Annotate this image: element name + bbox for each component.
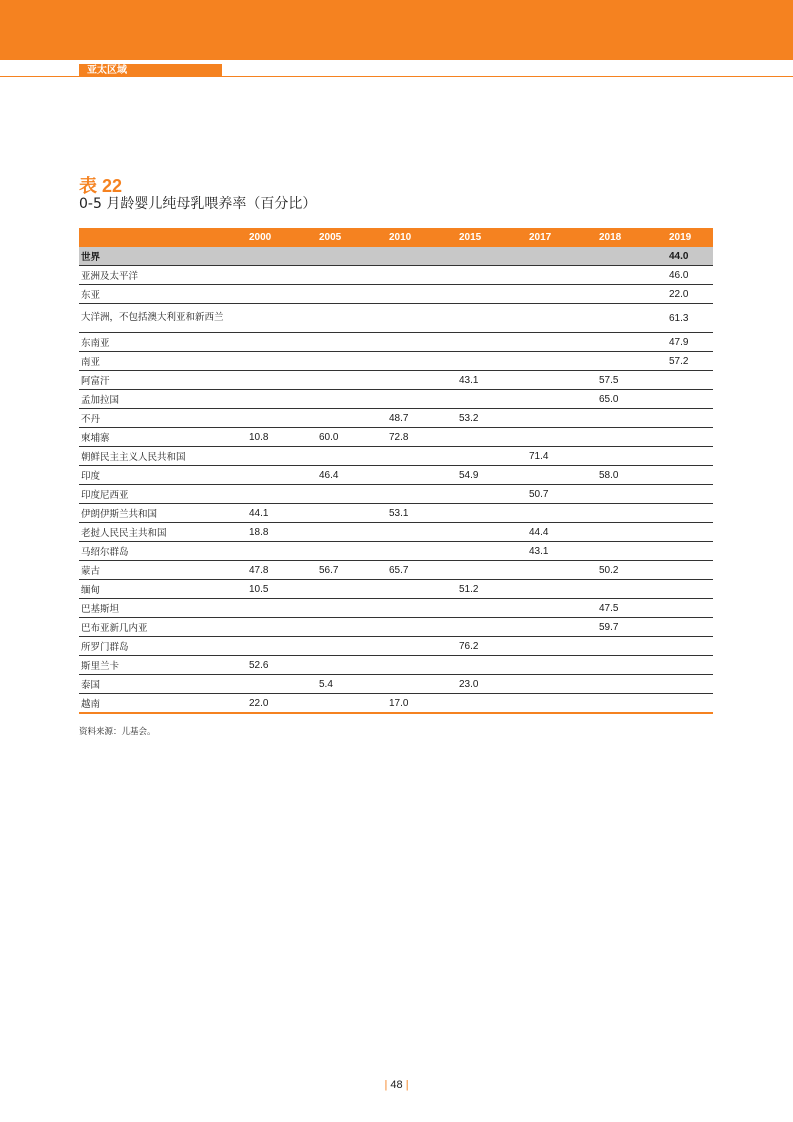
value-cell-2017: 44.4 <box>525 523 595 542</box>
value-cell-2017 <box>525 504 595 523</box>
value-cell-2017 <box>525 266 595 285</box>
value-cell-2015: 51.2 <box>455 580 525 599</box>
value-cell-2017 <box>525 656 595 675</box>
value-cell-2017 <box>525 428 595 447</box>
value-cell-2015 <box>455 428 525 447</box>
value-cell-2017: 71.4 <box>525 447 595 466</box>
value-cell-2018 <box>595 447 665 466</box>
value-cell-2015: 23.0 <box>455 675 525 694</box>
value-cell-2000 <box>245 542 315 561</box>
table-row <box>79 266 713 285</box>
value-cell-2015 <box>455 352 525 371</box>
value-cell-2000 <box>245 618 315 637</box>
value-cell-2010 <box>385 390 455 409</box>
table-title: 0-5 月龄婴儿纯母乳喂养率（百分比） <box>79 196 317 212</box>
value-cell-2018 <box>595 266 665 285</box>
table-row <box>79 352 713 371</box>
value-cell-2000 <box>245 266 315 285</box>
value-cell-2005 <box>315 333 385 352</box>
value-cell-2015 <box>455 447 525 466</box>
value-cell-2018 <box>595 504 665 523</box>
value-cell-2005 <box>315 599 385 618</box>
value-cell-2018 <box>595 523 665 542</box>
value-cell-2019 <box>665 390 713 409</box>
value-cell-2015 <box>455 656 525 675</box>
country-name-cell: 缅甸 <box>79 580 245 599</box>
value-cell-2010 <box>385 333 455 352</box>
value-cell-2015 <box>455 304 525 333</box>
value-cell-2000 <box>245 371 315 390</box>
value-cell-2000 <box>245 599 315 618</box>
value-cell-2000 <box>245 447 315 466</box>
source-note: 资料来源：儿基会。 <box>79 727 156 737</box>
value-cell-2019: 47.9 <box>665 333 713 352</box>
value-cell-2019: 44.0 <box>665 247 713 266</box>
year-header-2010: 2010 <box>385 228 455 247</box>
page-number <box>0 1079 793 1091</box>
value-cell-2019: 57.2 <box>665 352 713 371</box>
value-cell-2010 <box>385 304 455 333</box>
value-cell-2005 <box>315 304 385 333</box>
value-cell-2018 <box>595 304 665 333</box>
value-cell-2018: 59.7 <box>595 618 665 637</box>
value-cell-2000: 22.0 <box>245 694 315 714</box>
value-cell-2015: 76.2 <box>455 637 525 656</box>
value-cell-2018 <box>595 333 665 352</box>
value-cell-2005 <box>315 694 385 714</box>
table-row <box>79 285 713 304</box>
value-cell-2015 <box>455 247 525 266</box>
value-cell-2005: 5.4 <box>315 675 385 694</box>
year-header-2005: 2005 <box>315 228 385 247</box>
country-name-cell: 蒙古 <box>79 561 245 580</box>
table-row <box>79 409 713 428</box>
value-cell-2018 <box>595 580 665 599</box>
value-cell-2000: 10.8 <box>245 428 315 447</box>
value-cell-2010 <box>385 656 455 675</box>
value-cell-2019: 22.0 <box>665 285 713 304</box>
country-name-cell: 泰国 <box>79 675 245 694</box>
value-cell-2010 <box>385 580 455 599</box>
table-row <box>79 542 713 561</box>
value-cell-2019 <box>665 694 713 714</box>
value-cell-2005 <box>315 618 385 637</box>
table-row <box>79 637 713 656</box>
value-cell-2005 <box>315 266 385 285</box>
year-header-2019: 2019 <box>665 228 713 247</box>
value-cell-2010: 53.1 <box>385 504 455 523</box>
value-cell-2019: 61.3 <box>665 304 713 333</box>
table-row <box>79 304 713 333</box>
value-cell-2010 <box>385 599 455 618</box>
country-name-cell: 马绍尔群岛 <box>79 542 245 561</box>
country-name-cell: 巴基斯坦 <box>79 599 245 618</box>
header-rule <box>0 76 793 77</box>
value-cell-2010 <box>385 247 455 266</box>
country-name-cell: 南亚 <box>79 352 245 371</box>
country-name-cell: 所罗门群岛 <box>79 637 245 656</box>
value-cell-2018 <box>595 656 665 675</box>
value-cell-2017 <box>525 247 595 266</box>
section-tab: 亚太区域 <box>79 64 222 77</box>
value-cell-2017 <box>525 333 595 352</box>
country-name-cell: 印度 <box>79 466 245 485</box>
value-cell-2017 <box>525 675 595 694</box>
country-name-cell: 亚洲及太平洋 <box>79 266 245 285</box>
country-name-cell: 东南亚 <box>79 333 245 352</box>
year-header-2000: 2000 <box>245 228 315 247</box>
value-cell-2005 <box>315 542 385 561</box>
value-cell-2015 <box>455 485 525 504</box>
value-cell-2005 <box>315 247 385 266</box>
table-row <box>79 523 713 542</box>
value-cell-2017 <box>525 409 595 428</box>
page-number-right-bar: | <box>405 1079 409 1091</box>
value-cell-2017 <box>525 352 595 371</box>
value-cell-2005 <box>315 285 385 304</box>
value-cell-2005 <box>315 656 385 675</box>
value-cell-2000 <box>245 390 315 409</box>
value-cell-2019 <box>665 637 713 656</box>
header-band <box>0 0 793 60</box>
value-cell-2019 <box>665 485 713 504</box>
table-row <box>79 561 713 580</box>
value-cell-2015 <box>455 504 525 523</box>
value-cell-2010 <box>385 266 455 285</box>
value-cell-2015 <box>455 599 525 618</box>
country-name-cell: 朝鲜民主主义人民共和国 <box>79 447 245 466</box>
value-cell-2000 <box>245 247 315 266</box>
value-cell-2010 <box>385 371 455 390</box>
value-cell-2005 <box>315 504 385 523</box>
table-header-row <box>79 228 713 247</box>
value-cell-2018 <box>595 285 665 304</box>
value-cell-2000 <box>245 285 315 304</box>
table-row <box>79 466 713 485</box>
value-cell-2019 <box>665 447 713 466</box>
value-cell-2018 <box>595 485 665 504</box>
value-cell-2010: 65.7 <box>385 561 455 580</box>
value-cell-2019: 46.0 <box>665 266 713 285</box>
value-cell-2019 <box>665 371 713 390</box>
table-number: 表 22 <box>79 176 123 196</box>
value-cell-2000 <box>245 352 315 371</box>
table-row <box>79 333 713 352</box>
value-cell-2015 <box>455 618 525 637</box>
table-row <box>79 656 713 675</box>
value-cell-2015 <box>455 285 525 304</box>
value-cell-2017 <box>525 618 595 637</box>
country-name-cell: 老挝人民民主共和国 <box>79 523 245 542</box>
value-cell-2019 <box>665 409 713 428</box>
value-cell-2010 <box>385 485 455 504</box>
value-cell-2019 <box>665 504 713 523</box>
value-cell-2018: 50.2 <box>595 561 665 580</box>
country-name-cell: 斯里兰卡 <box>79 656 245 675</box>
year-header-2015: 2015 <box>455 228 525 247</box>
country-name-cell: 世界 <box>79 247 245 266</box>
table-row <box>79 371 713 390</box>
value-cell-2015 <box>455 542 525 561</box>
value-cell-2019 <box>665 466 713 485</box>
country-name-cell: 孟加拉国 <box>79 390 245 409</box>
value-cell-2000: 52.6 <box>245 656 315 675</box>
value-cell-2000: 47.8 <box>245 561 315 580</box>
value-cell-2010 <box>385 523 455 542</box>
country-name-cell: 印度尼西亚 <box>79 485 245 504</box>
value-cell-2018: 58.0 <box>595 466 665 485</box>
value-cell-2005: 46.4 <box>315 466 385 485</box>
value-cell-2017 <box>525 304 595 333</box>
page-number-left-bar: | <box>384 1079 388 1091</box>
value-cell-2000: 18.8 <box>245 523 315 542</box>
table-row <box>79 390 713 409</box>
country-name-cell: 越南 <box>79 694 245 714</box>
country-name-cell: 东亚 <box>79 285 245 304</box>
value-cell-2017 <box>525 580 595 599</box>
value-cell-2005 <box>315 352 385 371</box>
table-row <box>79 599 713 618</box>
value-cell-2019 <box>665 542 713 561</box>
table-row <box>79 675 713 694</box>
value-cell-2005 <box>315 523 385 542</box>
value-cell-2018: 57.5 <box>595 371 665 390</box>
value-cell-2019 <box>665 561 713 580</box>
value-cell-2017 <box>525 285 595 304</box>
value-cell-2017 <box>525 599 595 618</box>
data-table <box>79 228 713 714</box>
value-cell-2017 <box>525 561 595 580</box>
value-cell-2010: 17.0 <box>385 694 455 714</box>
year-header-2018: 2018 <box>595 228 665 247</box>
value-cell-2010 <box>385 675 455 694</box>
value-cell-2017 <box>525 466 595 485</box>
value-cell-2018 <box>595 637 665 656</box>
value-cell-2017 <box>525 371 595 390</box>
value-cell-2000: 10.5 <box>245 580 315 599</box>
value-cell-2000 <box>245 466 315 485</box>
value-cell-2019 <box>665 618 713 637</box>
country-name-cell: 柬埔寨 <box>79 428 245 447</box>
header-country-cell <box>79 228 245 247</box>
value-cell-2015: 43.1 <box>455 371 525 390</box>
value-cell-2005 <box>315 580 385 599</box>
value-cell-2019 <box>665 599 713 618</box>
table-row <box>79 694 713 714</box>
value-cell-2000 <box>245 637 315 656</box>
page-number-value: 48 <box>390 1079 403 1091</box>
table-row <box>79 447 713 466</box>
value-cell-2015: 53.2 <box>455 409 525 428</box>
value-cell-2015 <box>455 390 525 409</box>
value-cell-2010 <box>385 618 455 637</box>
value-cell-2010: 48.7 <box>385 409 455 428</box>
value-cell-2017 <box>525 694 595 714</box>
value-cell-2019 <box>665 656 713 675</box>
value-cell-2018 <box>595 428 665 447</box>
value-cell-2010 <box>385 542 455 561</box>
value-cell-2018 <box>595 352 665 371</box>
table-row-world <box>79 247 713 266</box>
value-cell-2018 <box>595 409 665 428</box>
value-cell-2018 <box>595 675 665 694</box>
value-cell-2018 <box>595 542 665 561</box>
value-cell-2010 <box>385 352 455 371</box>
country-name-cell: 阿富汗 <box>79 371 245 390</box>
value-cell-2015 <box>455 333 525 352</box>
country-name-cell: 大洋洲，不包括澳大利亚和新西兰 <box>79 304 245 333</box>
value-cell-2015 <box>455 266 525 285</box>
value-cell-2015 <box>455 561 525 580</box>
value-cell-2005 <box>315 485 385 504</box>
table-row <box>79 618 713 637</box>
table-row <box>79 580 713 599</box>
value-cell-2018 <box>595 247 665 266</box>
value-cell-2005: 60.0 <box>315 428 385 447</box>
value-cell-2015 <box>455 694 525 714</box>
value-cell-2010 <box>385 447 455 466</box>
value-cell-2017: 50.7 <box>525 485 595 504</box>
value-cell-2019 <box>665 675 713 694</box>
value-cell-2017 <box>525 637 595 656</box>
value-cell-2005 <box>315 447 385 466</box>
value-cell-2015 <box>455 523 525 542</box>
value-cell-2000 <box>245 409 315 428</box>
value-cell-2019 <box>665 523 713 542</box>
value-cell-2005 <box>315 637 385 656</box>
value-cell-2018: 65.0 <box>595 390 665 409</box>
value-cell-2019 <box>665 428 713 447</box>
value-cell-2000 <box>245 485 315 504</box>
value-cell-2005 <box>315 409 385 428</box>
value-cell-2000: 44.1 <box>245 504 315 523</box>
value-cell-2019 <box>665 580 713 599</box>
country-name-cell: 伊朗伊斯兰共和国 <box>79 504 245 523</box>
value-cell-2000 <box>245 304 315 333</box>
value-cell-2005 <box>315 390 385 409</box>
value-cell-2018: 47.5 <box>595 599 665 618</box>
table-row <box>79 504 713 523</box>
value-cell-2005 <box>315 371 385 390</box>
year-header-2017: 2017 <box>525 228 595 247</box>
value-cell-2000 <box>245 675 315 694</box>
value-cell-2018 <box>595 694 665 714</box>
value-cell-2010 <box>385 637 455 656</box>
table-row <box>79 485 713 504</box>
value-cell-2010: 72.8 <box>385 428 455 447</box>
table-row <box>79 428 713 447</box>
country-name-cell: 不丹 <box>79 409 245 428</box>
value-cell-2017: 43.1 <box>525 542 595 561</box>
value-cell-2010 <box>385 466 455 485</box>
country-name-cell: 巴布亚新几内亚 <box>79 618 245 637</box>
value-cell-2005: 56.7 <box>315 561 385 580</box>
value-cell-2015: 54.9 <box>455 466 525 485</box>
value-cell-2010 <box>385 285 455 304</box>
value-cell-2017 <box>525 390 595 409</box>
value-cell-2000 <box>245 333 315 352</box>
